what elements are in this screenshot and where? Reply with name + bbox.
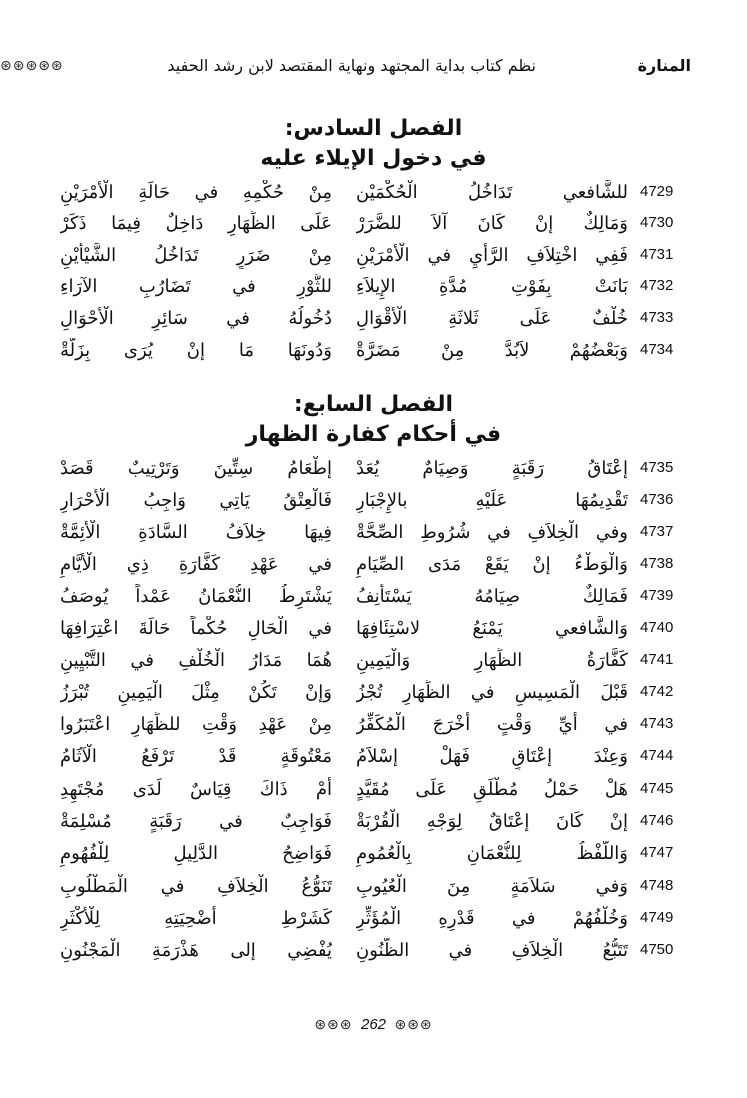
- verse-second-hemistich: كَشَرْطِ أُضْحِيَتِهِ لِلْأَكْثَرِ: [60, 908, 332, 929]
- verse-number: 4744: [640, 747, 674, 764]
- verse-first-hemistich: وفي الْخِلاَفِ في شُرُوطِ الصِّحَّةْ: [356, 522, 628, 543]
- header-section-name: المنارة: [637, 56, 691, 75]
- verse-second-hemistich: في الْحَالِ حُكْماً حَالَةَ اعْتِرَافِهَا: [60, 618, 332, 639]
- verse-first-hemistich: وَفي سَلاَمَةٍ مِنَ الْعُيُوبِ: [356, 876, 628, 897]
- verse-second-hemistich: فِيهَا خِلاَفُ السَّادَةِ الْأَئِمَّةْ: [60, 522, 332, 543]
- chapter-6-title: الفصل السادس:: [284, 116, 463, 141]
- verse-first-hemistich: وَعِنْدَ إعْتَاقٍ فَهَلْ إسْلاَمُ: [356, 746, 628, 767]
- verse-row: [0, 306, 747, 337]
- verse-first-hemistich: إنْ كَانَ إعْتَاقٌ لِوَجْهِ الْقُرْبَةْ: [356, 811, 628, 832]
- verse-second-hemistich: يُفْضِي إلى هَذْرَمَةِ الْمَجْنُونِ: [60, 940, 332, 961]
- chapter-6-subtitle: في دخول الإيلاء عليه: [260, 146, 487, 171]
- verse-first-hemistich: وَبَعْضُهُمْ لاَبُدَّ مِنْ مَضَرَّةْ: [356, 340, 628, 361]
- verse-row: [0, 180, 747, 211]
- verse-second-hemistich: تَنَوُّعُ الْخِلاَفِ في الْمَطْلُوبِ: [60, 876, 332, 897]
- verse-second-hemistich: فَوَاضِحُ الدَّلِيلِ لِلْفُهُومِ: [60, 843, 332, 864]
- verse-number: 4748: [640, 877, 674, 894]
- verse-first-hemistich: فَمَالِكٌ صِيَامُهُ يَسْتَأْنِفُ: [356, 586, 628, 607]
- chapter-6-heading: [0, 114, 747, 174]
- verse-second-hemistich: وَإنْ تَكُنْ مِثْلَ الْيَمِينِ تُبْرَزُ: [60, 682, 332, 703]
- verse-row: [0, 338, 747, 369]
- verse-number: 4747: [640, 844, 674, 861]
- verse-row: [0, 938, 747, 969]
- verse-number: 4743: [640, 715, 674, 732]
- verse-number: 4739: [640, 587, 674, 604]
- verse-first-hemistich: في أيِّ وَقْتٍ أَخْرَجَ الْمُكَفِّرُ: [356, 714, 628, 735]
- verse-first-hemistich: تَتَبُّعُ الْخِلاَفِ في الظُّنُونِ: [356, 940, 628, 961]
- verse-first-hemistich: خُلْفٌ عَلَى ثَلاثَةِ الْأَقْوَالِ: [356, 308, 628, 329]
- verse-row: [0, 243, 747, 274]
- verse-number: 4736: [640, 491, 674, 508]
- verse-number: 4746: [640, 812, 674, 829]
- footer-ornament-right: ⊛⊛⊛: [394, 1016, 433, 1032]
- verse-first-hemistich: إعْتَاقُ رَقَبَةٍ وَصِيَامٌ يُعَدْ: [356, 458, 628, 479]
- verse-first-hemistich: وَالشَّافعي يَمْنَعُ لاسْتِئَافِهَا: [356, 618, 628, 639]
- verse-first-hemistich: وَالْوَطْءُ إنْ يَقَعْ مَدَى الصِّيَامِ: [356, 554, 628, 575]
- verse-number: 4737: [640, 523, 674, 540]
- verse-row: [0, 809, 747, 840]
- verse-number: 4741: [640, 651, 674, 668]
- verse-second-hemistich: مِنْ ضَرَرٍ تَدَاخُلُ الشَّيْأَيْنِ: [60, 245, 332, 266]
- verse-number: 4740: [640, 619, 674, 636]
- footer-ornament-left: ⊛⊛⊛: [314, 1016, 353, 1032]
- verse-first-hemistich: فَفِي اخْتِلاَفِ الرَّأْيِ في الْأَمْرَيْنِ: [356, 245, 628, 266]
- header-wave-ornament: [390, 66, 391, 67]
- verse-row: [0, 456, 747, 487]
- verse-number: 4745: [640, 780, 674, 797]
- verse-first-hemistich: للشَّافعي تَدَاخُلُ الْحُكْمَيْن: [356, 182, 628, 203]
- page-header: [0, 52, 747, 88]
- verse-second-hemistich: مَعْتُوقَةٍ قَدْ تَرْفَعُ الْآثَامُ: [60, 746, 332, 767]
- verse-row: [0, 211, 747, 242]
- verse-row: [0, 841, 747, 872]
- chapter-7-heading: [0, 390, 747, 450]
- verse-second-hemistich: مِنْ حُكْمِهِ في حَالَةِ الْأَمْرَيْنِ: [60, 182, 332, 203]
- verse-number: 4731: [640, 246, 674, 263]
- verse-first-hemistich: وَمَالِكٌ إنْ كَانَ آلاَ للضَّرَرْ: [356, 213, 628, 234]
- header-ornaments: ⊛⊛⊛⊛⊛: [0, 58, 64, 74]
- verse-row: [0, 777, 747, 808]
- verse-first-hemistich: قَبْلَ الْمَسِيسِ في الظِّهَارِ تُجْزُ: [356, 682, 628, 703]
- verse-first-hemistich: بَانَتْ بِفَوْتِ مُدَّةِ الإِيلاَءِ: [356, 276, 628, 297]
- chapter-7-subtitle: في أحكام كفارة الظهار: [245, 422, 502, 447]
- verse-row: [0, 488, 747, 519]
- verse-number: 4735: [640, 459, 674, 476]
- verse-second-hemistich: فَوَاجِبٌ في رَقَبَةٍ مُسْلِمَةْ: [60, 811, 332, 832]
- verse-first-hemistich: تَقْدِيمُهَا عَلَيْهِ بالإِجْبَارِ: [356, 490, 628, 511]
- verse-row: [0, 744, 747, 775]
- verse-row: [0, 906, 747, 937]
- verse-row: [0, 616, 747, 647]
- verse-second-hemistich: في عَهْدِ كَفَّارَةِ ذِي الْأَيَّامِ: [60, 554, 332, 575]
- chapter-7-title: الفصل السابع:: [293, 392, 454, 417]
- verse-number: 4729: [640, 183, 674, 200]
- verse-second-hemistich: مِنْ عَهْدِ وَقْتِ للظِّهَارِ اعْتَبَرُوا: [60, 714, 332, 735]
- verse-number: 4734: [640, 341, 674, 358]
- verse-second-hemistich: أَمْ ذَاكَ قِيَاسٌ لَدَى مُجْتَهِدِ: [60, 779, 332, 800]
- verse-number: 4738: [640, 555, 674, 572]
- verse-second-hemistich: للثَّوْرِ في تَضَارُبِ الآرَاءِ: [60, 276, 332, 297]
- verse-row: [0, 274, 747, 305]
- verse-number: 4732: [640, 277, 674, 294]
- verse-second-hemistich: هُمَا مَدَارُ الْخُلْفِ في التَّبْيِينِ: [60, 650, 332, 671]
- verse-number: 4742: [640, 683, 674, 700]
- verse-row: [0, 648, 747, 679]
- page-footer: [0, 1016, 747, 1034]
- verse-number: 4750: [640, 941, 674, 958]
- verse-row: [0, 520, 747, 551]
- header-book-title: نظم كتاب بداية المجتهد ونهاية المقتصد لابن رشد الحفيد: [167, 56, 536, 75]
- verse-row: [0, 584, 747, 615]
- verse-number: 4730: [640, 214, 674, 231]
- verse-second-hemistich: دُخُولُهُ في سَائِرِ الْأَحْوَالِ: [60, 308, 332, 329]
- verse-number: 4749: [640, 909, 674, 926]
- verse-first-hemistich: وَاللَّفْظُ لِلنُّعْمَانِ بِالْعُمُومِ: [356, 843, 628, 864]
- verse-second-hemistich: فَالْعِتْقُ يَاتِي وَاجِبُ الْأَحْرَارِ: [60, 490, 332, 511]
- verse-row: [0, 712, 747, 743]
- verse-second-hemistich: يَشْتَرِطُ النُّعْمَانُ عَمْداً يُوصَفُ: [60, 586, 332, 607]
- verse-first-hemistich: هَلْ حَمْلُ مُطْلَقٍ عَلَى مُقَيَّدٍ: [356, 779, 628, 800]
- verse-second-hemistich: عَلَى الظِّهَارِ دَاخِلٌ فِيمَا ذَكَرْ: [60, 213, 332, 234]
- verse-second-hemistich: وَدُونَهَا مَا إنْ يُرَى بِزَلَّةْ: [60, 340, 332, 361]
- verse-row: [0, 874, 747, 905]
- verse-first-hemistich: وَخُلْفُهُمْ في قَدْرِهِ الْمُؤَثِّرِ: [356, 908, 628, 929]
- page-number: 262: [360, 1016, 387, 1033]
- verse-first-hemistich: كَفَّارَةُ الظِّهَارِ وَالْيَمِينِ: [356, 650, 628, 671]
- verse-row: [0, 680, 747, 711]
- verse-number: 4733: [640, 309, 674, 326]
- verse-row: [0, 552, 747, 583]
- verse-second-hemistich: إطْعَامُ سِتِّينَ وَتَرْتِيبٌ قَصَدْ: [60, 458, 332, 479]
